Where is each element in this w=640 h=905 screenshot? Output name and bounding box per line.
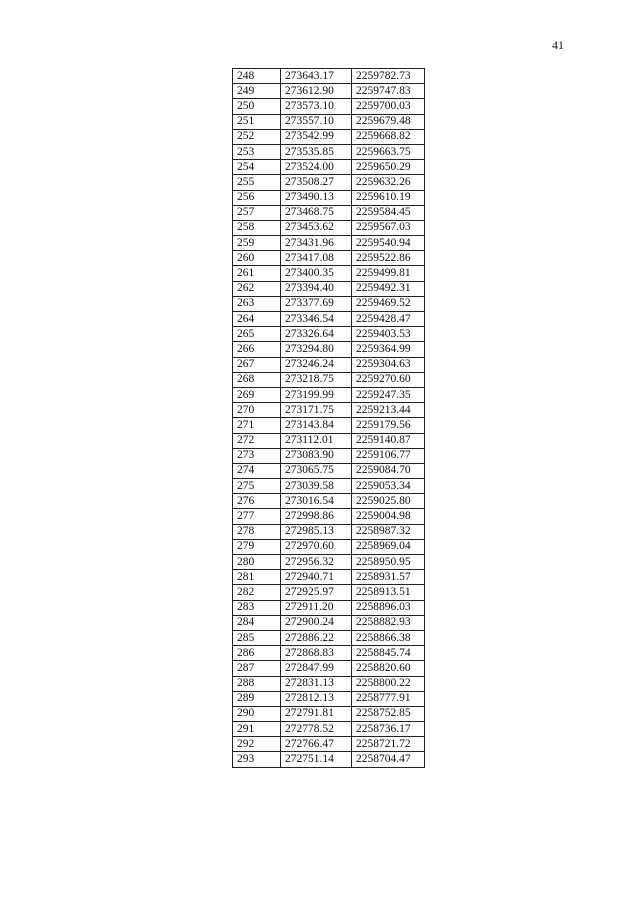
x-coordinate-cell: 273016.54: [281, 494, 352, 509]
x-coordinate-cell: 273524.00: [281, 160, 352, 175]
point-number-cell: 273: [233, 448, 281, 463]
point-number-cell: 281: [233, 570, 281, 585]
point-number-cell: 266: [233, 342, 281, 357]
x-coordinate-cell: 272940.71: [281, 570, 352, 585]
x-coordinate-cell: 273326.64: [281, 327, 352, 342]
table-row: [233, 706, 425, 721]
point-number-cell: 285: [233, 630, 281, 645]
table-row: [233, 220, 425, 235]
table-row: [233, 296, 425, 311]
y-coordinate-cell: 2258987.32: [352, 524, 425, 539]
y-coordinate-cell: 2258845.74: [352, 646, 425, 661]
point-number-cell: 271: [233, 418, 281, 433]
x-coordinate-cell: 272778.52: [281, 722, 352, 737]
y-coordinate-cell: 2259403.53: [352, 327, 425, 342]
coordinates-table: [232, 68, 425, 768]
x-coordinate-cell: 273612.90: [281, 84, 352, 99]
point-number-cell: 288: [233, 676, 281, 691]
y-coordinate-cell: 2259140.87: [352, 433, 425, 448]
x-coordinate-cell: 272847.99: [281, 661, 352, 676]
point-number-cell: 270: [233, 403, 281, 418]
x-coordinate-cell: 272766.47: [281, 737, 352, 752]
y-coordinate-cell: 2259270.60: [352, 372, 425, 387]
table-row: [233, 433, 425, 448]
point-number-cell: 263: [233, 296, 281, 311]
x-coordinate-cell: 273039.58: [281, 479, 352, 494]
x-coordinate-cell: 273643.17: [281, 69, 352, 84]
x-coordinate-cell: 272868.83: [281, 646, 352, 661]
y-coordinate-cell: 2259747.83: [352, 84, 425, 99]
table-row: [233, 691, 425, 706]
x-coordinate-cell: 273199.99: [281, 387, 352, 402]
table-row: [233, 387, 425, 402]
x-coordinate-cell: 273083.90: [281, 448, 352, 463]
table-row: [233, 539, 425, 554]
y-coordinate-cell: 2259084.70: [352, 463, 425, 478]
table-row: [233, 312, 425, 327]
y-coordinate-cell: 2259522.86: [352, 251, 425, 266]
y-coordinate-cell: 2258882.93: [352, 615, 425, 630]
point-number-cell: 248: [233, 69, 281, 84]
point-number-cell: 261: [233, 266, 281, 281]
x-coordinate-cell: 273171.75: [281, 403, 352, 418]
x-coordinate-cell: 272911.20: [281, 600, 352, 615]
table-row: [233, 646, 425, 661]
point-number-cell: 253: [233, 144, 281, 159]
point-number-cell: 251: [233, 114, 281, 129]
x-coordinate-cell: 273346.54: [281, 312, 352, 327]
x-coordinate-cell: 273065.75: [281, 463, 352, 478]
x-coordinate-cell: 272985.13: [281, 524, 352, 539]
y-coordinate-cell: 2259584.45: [352, 205, 425, 220]
table-row: [233, 570, 425, 585]
x-coordinate-cell: 273573.10: [281, 99, 352, 114]
x-coordinate-cell: 272970.60: [281, 539, 352, 554]
x-coordinate-cell: 273490.13: [281, 190, 352, 205]
coordinates-table-body: [233, 69, 425, 768]
table-row: [233, 737, 425, 752]
point-number-cell: 256: [233, 190, 281, 205]
y-coordinate-cell: 2259632.26: [352, 175, 425, 190]
y-coordinate-cell: 2258777.91: [352, 691, 425, 706]
table-row: [233, 129, 425, 144]
x-coordinate-cell: 273294.80: [281, 342, 352, 357]
point-number-cell: 278: [233, 524, 281, 539]
x-coordinate-cell: 273453.62: [281, 220, 352, 235]
y-coordinate-cell: 2258896.03: [352, 600, 425, 615]
y-coordinate-cell: 2259025.80: [352, 494, 425, 509]
y-coordinate-cell: 2258721.72: [352, 737, 425, 752]
table-row: [233, 600, 425, 615]
x-coordinate-cell: 272925.97: [281, 585, 352, 600]
table-row: [233, 463, 425, 478]
y-coordinate-cell: 2258969.04: [352, 539, 425, 554]
x-coordinate-cell: 273431.96: [281, 236, 352, 251]
x-coordinate-cell: 272886.22: [281, 630, 352, 645]
y-coordinate-cell: 2259492.31: [352, 281, 425, 296]
x-coordinate-cell: 272751.14: [281, 752, 352, 767]
x-coordinate-cell: 273218.75: [281, 372, 352, 387]
y-coordinate-cell: 2259700.03: [352, 99, 425, 114]
y-coordinate-cell: 2259304.63: [352, 357, 425, 372]
table-row: [233, 524, 425, 539]
x-coordinate-cell: 273417.08: [281, 251, 352, 266]
point-number-cell: 280: [233, 555, 281, 570]
point-number-cell: 269: [233, 387, 281, 402]
table-row: [233, 175, 425, 190]
table-row: [233, 403, 425, 418]
point-number-cell: 258: [233, 220, 281, 235]
y-coordinate-cell: 2258736.17: [352, 722, 425, 737]
y-coordinate-cell: 2258913.51: [352, 585, 425, 600]
table-row: [233, 160, 425, 175]
point-number-cell: 287: [233, 661, 281, 676]
table-row: [233, 327, 425, 342]
table-row: [233, 114, 425, 129]
x-coordinate-cell: 272956.32: [281, 555, 352, 570]
y-coordinate-cell: 2259004.98: [352, 509, 425, 524]
y-coordinate-cell: 2259540.94: [352, 236, 425, 251]
y-coordinate-cell: 2259428.47: [352, 312, 425, 327]
table-row: [233, 251, 425, 266]
point-number-cell: 279: [233, 539, 281, 554]
table-row: [233, 661, 425, 676]
y-coordinate-cell: 2259663.75: [352, 144, 425, 159]
point-number-cell: 276: [233, 494, 281, 509]
x-coordinate-cell: 273468.75: [281, 205, 352, 220]
x-coordinate-cell: 273394.40: [281, 281, 352, 296]
table-row: [233, 342, 425, 357]
table-row: [233, 509, 425, 524]
point-number-cell: 254: [233, 160, 281, 175]
point-number-cell: 265: [233, 327, 281, 342]
point-number-cell: 267: [233, 357, 281, 372]
y-coordinate-cell: 2259179.56: [352, 418, 425, 433]
x-coordinate-cell: 273535.85: [281, 144, 352, 159]
y-coordinate-cell: 2258800.22: [352, 676, 425, 691]
table-row: [233, 418, 425, 433]
table-row: [233, 615, 425, 630]
table-row: [233, 281, 425, 296]
point-number-cell: 272: [233, 433, 281, 448]
table-row: [233, 205, 425, 220]
table-row: [233, 479, 425, 494]
point-number-cell: 284: [233, 615, 281, 630]
point-number-cell: 252: [233, 129, 281, 144]
point-number-cell: 257: [233, 205, 281, 220]
table-row: [233, 630, 425, 645]
point-number-cell: 292: [233, 737, 281, 752]
x-coordinate-cell: 272812.13: [281, 691, 352, 706]
point-number-cell: 291: [233, 722, 281, 737]
table-row: [233, 144, 425, 159]
point-number-cell: 282: [233, 585, 281, 600]
x-coordinate-cell: 273246.24: [281, 357, 352, 372]
table-row: [233, 266, 425, 281]
y-coordinate-cell: 2258704.47: [352, 752, 425, 767]
point-number-cell: 250: [233, 99, 281, 114]
y-coordinate-cell: 2259782.73: [352, 69, 425, 84]
x-coordinate-cell: 273557.10: [281, 114, 352, 129]
table-row: [233, 676, 425, 691]
point-number-cell: 275: [233, 479, 281, 494]
point-number-cell: 293: [233, 752, 281, 767]
point-number-cell: 249: [233, 84, 281, 99]
table-row: [233, 555, 425, 570]
point-number-cell: 289: [233, 691, 281, 706]
x-coordinate-cell: 273143.84: [281, 418, 352, 433]
y-coordinate-cell: 2259469.52: [352, 296, 425, 311]
y-coordinate-cell: 2258950.95: [352, 555, 425, 570]
table-row: [233, 357, 425, 372]
point-number-cell: 259: [233, 236, 281, 251]
y-coordinate-cell: 2259610.19: [352, 190, 425, 205]
point-number-cell: 260: [233, 251, 281, 266]
x-coordinate-cell: 273542.99: [281, 129, 352, 144]
page-number: 41: [552, 38, 564, 52]
table-row: [233, 190, 425, 205]
table-row: [233, 448, 425, 463]
y-coordinate-cell: 2259499.81: [352, 266, 425, 281]
table-row: [233, 752, 425, 767]
point-number-cell: 277: [233, 509, 281, 524]
y-coordinate-cell: 2259053.34: [352, 479, 425, 494]
y-coordinate-cell: 2258866.38: [352, 630, 425, 645]
y-coordinate-cell: 2259668.82: [352, 129, 425, 144]
table-row: [233, 494, 425, 509]
table-row: [233, 722, 425, 737]
point-number-cell: 274: [233, 463, 281, 478]
x-coordinate-cell: 272831.13: [281, 676, 352, 691]
x-coordinate-cell: 273400.35: [281, 266, 352, 281]
y-coordinate-cell: 2259679.48: [352, 114, 425, 129]
table-row: [233, 84, 425, 99]
x-coordinate-cell: 273112.01: [281, 433, 352, 448]
point-number-cell: 268: [233, 372, 281, 387]
x-coordinate-cell: 272791.81: [281, 706, 352, 721]
y-coordinate-cell: 2258752.85: [352, 706, 425, 721]
y-coordinate-cell: 2259106.77: [352, 448, 425, 463]
point-number-cell: 264: [233, 312, 281, 327]
point-number-cell: 286: [233, 646, 281, 661]
y-coordinate-cell: 2259247.35: [352, 387, 425, 402]
x-coordinate-cell: 272998.86: [281, 509, 352, 524]
y-coordinate-cell: 2258820.60: [352, 661, 425, 676]
y-coordinate-cell: 2259364.99: [352, 342, 425, 357]
point-number-cell: 283: [233, 600, 281, 615]
x-coordinate-cell: 273508.27: [281, 175, 352, 190]
y-coordinate-cell: 2259213.44: [352, 403, 425, 418]
table-row: [233, 99, 425, 114]
y-coordinate-cell: 2259650.29: [352, 160, 425, 175]
x-coordinate-cell: 273377.69: [281, 296, 352, 311]
table-row: [233, 372, 425, 387]
y-coordinate-cell: 2258931.57: [352, 570, 425, 585]
y-coordinate-cell: 2259567.03: [352, 220, 425, 235]
point-number-cell: 290: [233, 706, 281, 721]
point-number-cell: 262: [233, 281, 281, 296]
point-number-cell: 255: [233, 175, 281, 190]
x-coordinate-cell: 272900.24: [281, 615, 352, 630]
table-row: [233, 69, 425, 84]
table-row: [233, 585, 425, 600]
table-row: [233, 236, 425, 251]
